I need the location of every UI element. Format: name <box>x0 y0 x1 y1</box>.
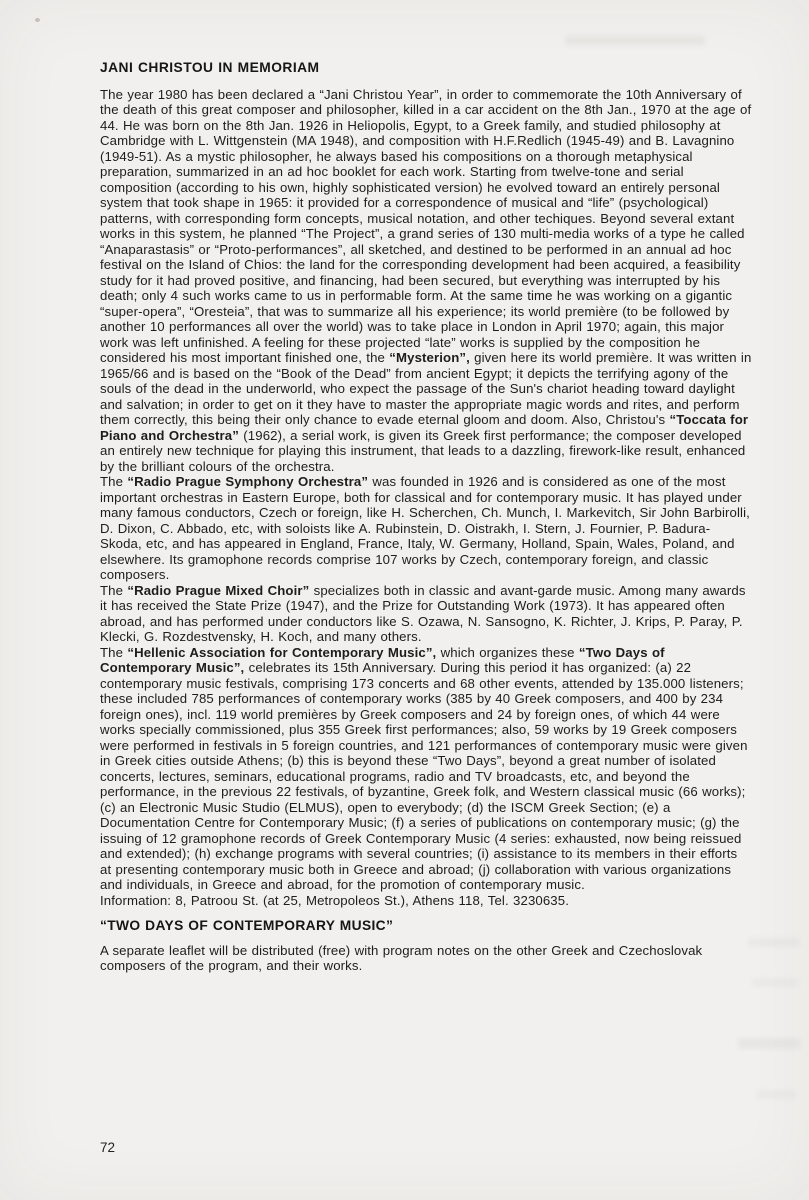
section-heading-memoriam: JANI CHRISTOU IN MEMORIAM <box>100 60 320 75</box>
ink-bleedthrough-right <box>756 1090 796 1099</box>
ink-bleedthrough-right <box>738 1038 800 1049</box>
scan-speck <box>35 18 40 22</box>
page-number: 72 <box>100 1140 116 1155</box>
paragraph-hellenic-association: The “Hellenic Association for Contemporary Music”, which organizes these “Two Days of Contemporary Music”, celebrates its 15th Anniversary. During this period it has organized: (a) 22 contemporary music festivals, comprising 173 concerts and 68 other events, attended by 135.000 listeners; these included 785 performances of contemporary works (385 by 40 Greek composers, and 400 by 234 foreign ones), incl. 119 world premières by Greek composers and 24 by foreign ones, of which 44 were works specially commissioned, plus 355 Greek first performances; also, 59 works by 19 Greek composers were performed in festivals in 5 foreign countries, and 121 performances of contemporary music were given in Greek cities outside Athens; (b) this is beyond these “Two Days”, beyond a great number of isolated concerts, lectures, seminars, educational programs, radio and TV broadcasts, etc, and beyond the performance, in the previous 22 festivals, of byzantine, Greek folk, and Western classical music (66 works); (c) an Electronic Music Studio (ELMUS), open to everybody; (d) the ISCM Greek Section; (e) a Documentation Centre for Contemporary Music; (f) a series of publications on contemporary music; (g) the issuing of 12 gramophone records of Greek Contemporary Music (4 series: exhausted, now being reissued and extended); (h) exchange programs with several countries; (i) assistance to its members in their efforts at presenting contemporary music both in Greece and abroad; (j) collaboration with various organizations and individuals, in Greece and abroad, for the promotion of contemporary music. <box>100 644 748 892</box>
page-content <box>100 60 752 974</box>
information-line: Information: 8, Patroou St. (at 25, Metropoleos St.), Athens 118, Tel. 3230635. <box>100 892 569 908</box>
section-heading-two-days: “TWO DAYS OF CONTEMPORARY MUSIC” <box>100 918 394 933</box>
paragraph-radio-prague-orchestra: The “Radio Prague Symphony Orchestra” was founded in 1926 and is considered as one of the most important orchestras in Eastern Europe, both for classical and for contemporary music. It has played under many famous conductors, Czech or foreign, like H. Scherchen, Ch. Munch, I. Markevitch, Sir John Barbirolli, D. Dixon, C. Abbado, etc, with soloists like A. Rubinstein, D. Oistrakh, I. Stern, J. Fournier, P. Badura-Skoda, etc, and has appeared in England, France, Italy, W. Germany, Holland, Spain, Wales, Poland, and elsewhere. Its gramophone records comprise 107 works by Czech, contemporary foreign, and classic composers. <box>100 474 750 582</box>
ink-bleedthrough-right <box>748 938 800 947</box>
paragraph-leaflet-note: A separate leaflet will be distributed (free) with program notes on the other Greek and Czechoslovak composers of the program, and their works. <box>100 942 703 973</box>
paragraph-christou-biography: The year 1980 has been declared a “Jani Christou Year”, in order to commemorate the 10th Anniversary of the death of this great composer and philosopher, killed in a car accident on the 8th Jan., 1970 at the age of 44. He was born on the 8th Jan. 1926 in Heliopolis, Egypt, to a Greek family, and studied philosophy at Cambridge with L. Wittgenstein (MA 1948), and composition with H.F.Redlich (1945-49) and B. Lavagnino (1949-51). As a mystic philosopher, he always based his compositions on a thorough metaphysical preparation, summarized in an ad hoc booklet for each work. Starting from twelve-tone and serial composition (according to his own, highly sophisticated version) he evolved toward an entirely personal system that took shape in 1965: it provided for a correspondence of musical and “life” (psychological) patterns, with corresponding form concepts, musical notation, and other techiques. Beyond several extant works in this system, he planned “The Project”, a grand series of 130 multi-media works of a type he called “Anaparastasis” or “Proto-performances”, all sketched, and destined to be performed in an annual ad hoc festival on the Island of Chios: the land for the corresponding development had been acquired, a feasibility study for it had proved positive, and financing, had been secured, but everything was interrupted by his death; only 4 such works came to us in performable form. At the same time he was working on a gigantic “super-opera”, “Oresteia”, that was to summarize all his experience; its world première (to be followed by another 10 performances all over the world) was to take place in London in April 1970; again, this major work was left unfinished. A feeling for these projected “late” works is supplied by the composition he considered his most important finished one, the “Mysterion”, given here its world première. It was written in 1965/66 and is based on the “Book of the Dead” from ancient Egypt; it depicts the terrifying agony of the souls of the dead in the underworld, who expect the passage of the Sun's chariot heading toward daylight and salvation; in order to get on it they have to master the appropriate magic words and rites, and perform them correctly, this being their only chance to evade eternal gloom and doom. Also, Christou's “Toccata for Piano and Orchestra” (1962), a serial work, is given its Greek first performance; the composer developed an entirely new technique for playing this instrument, that leads to a dazzling, firework-like result, enhanced by the brilliant colours of the orchestra. <box>100 86 752 474</box>
ink-bleedthrough-top <box>565 36 705 45</box>
paragraph-radio-prague-choir: The “Radio Prague Mixed Choir” specializes both in classic and avant-garde music. Among many awards it has received the State Prize (1947), and the Prize for Outstanding Work (1973). It has appeared often abroad, and has performed under conductors like S. Ozawa, N. Sansogno, K. Richter, J. Krips, P. Paray, P. Klecki, G. Rozdestvensky, H. Koch, and many others. <box>100 582 746 644</box>
ink-bleedthrough-right <box>752 978 798 987</box>
